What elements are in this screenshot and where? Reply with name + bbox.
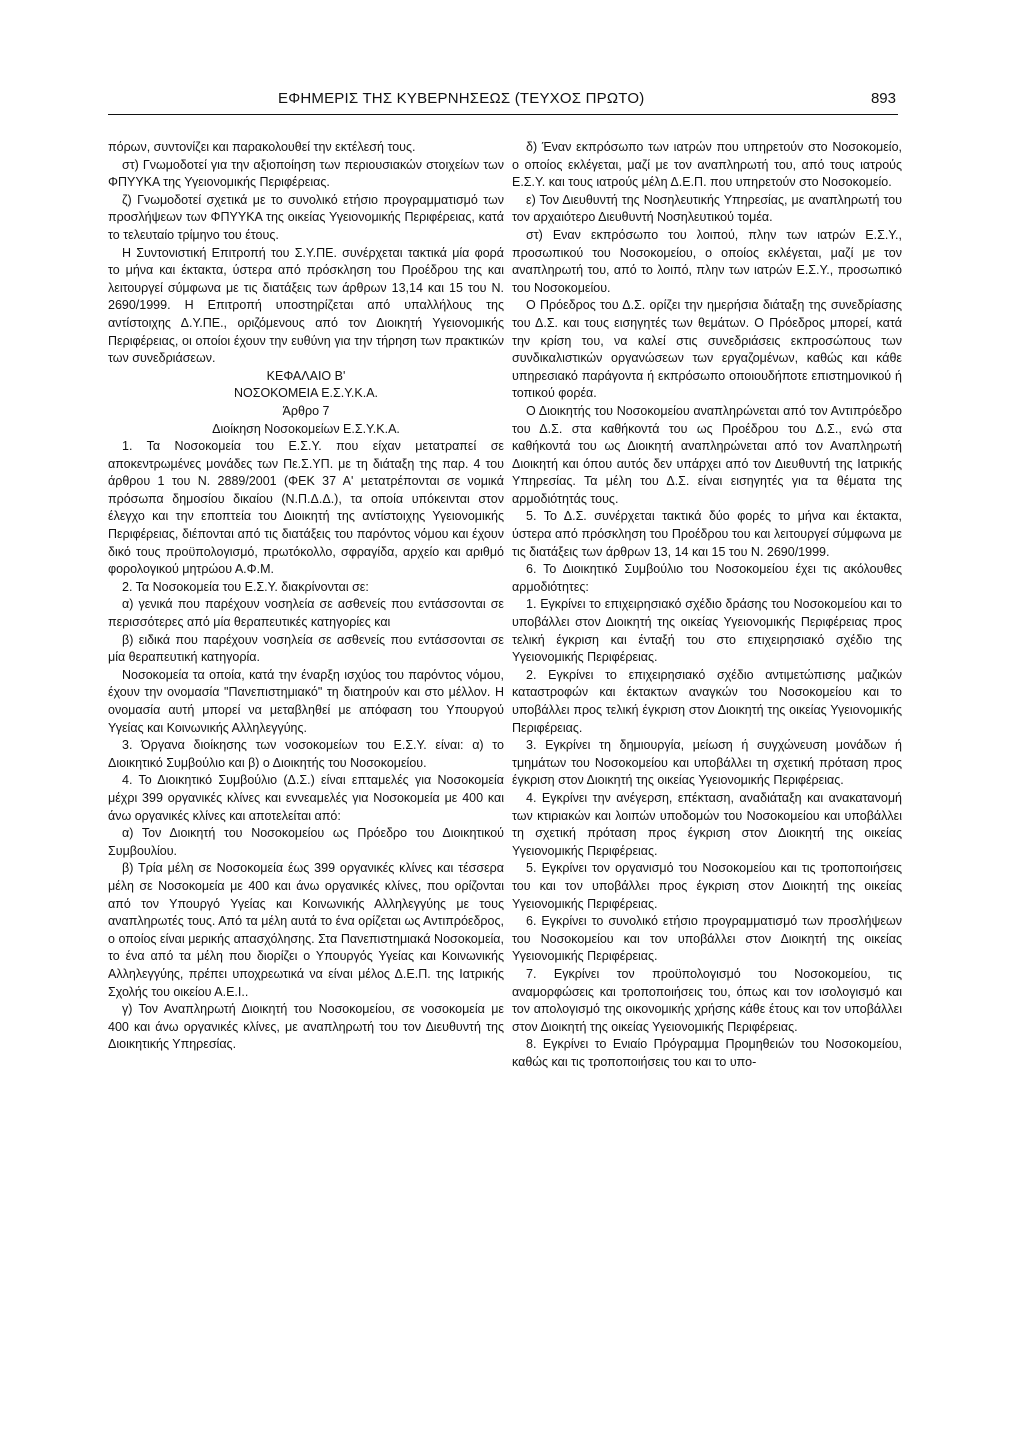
left-column — [108, 139, 504, 1054]
page-number: 893 — [870, 90, 896, 107]
paragraph: ζ) Γνωμοδοτεί σχετικά με το συνολικό ετήσιο προγραμματισμό των προσλήψεων των ΦΠΥΥΚΑ της οικείας Υγειονομικής Περιφέρειας, κατά το τελευταίο τρίμηνο του έτους. — [108, 192, 504, 242]
section-heading: ΚΕΦΑΛΑΙΟ Β' — [266, 368, 346, 383]
paragraph: δ) Έναν εκπρόσωπο των ιατρών που υπηρετούν στο Νοσοκομείο, ο οποίος εκλέγεται, μαζί με τον αναπληρωτή του, από τους ιατρούς Ε.Σ.Υ. και τους ιατρούς μέλη Δ.Ε.Π. που υπηρετούν στο Νοσοκομείο. — [512, 140, 902, 190]
paragraph: α) γενικά που παρέχουν νοσηλεία σε ασθενείς που εντάσσονται σε περισσότερες από μία θεραπευτικές κατηγορίες και — [108, 597, 504, 630]
paragraph: στ) Γνωμοδοτεί για την αξιοποίηση των περιουσιακών στοιχείων των ΦΠΥΥΚΑ της Υγειονομικής Περιφέρειας. — [108, 157, 504, 190]
right-column — [512, 139, 902, 1071]
paragraph: β) ειδικά που παρέχουν νοσηλεία σε ασθενείς που εντάσσονται σε μία θεραπευτική κατηγορία. — [108, 632, 504, 665]
paragraph: Ο Διοικητής του Νοσοκομείου αναπληρώνεται από τον Αντιπρόεδρο του Δ.Σ. στα καθήκοντά του ως Προέδρου του Δ.Σ., ενώ στα καθήκοντά του ως Διοικητή αναπληρώνεται από τον Αναπληρωτή Διοικητή και όπου αυτός δεν υπάρχει από τον Διευθυντή της Ιατρικής Υπηρεσίας. Τα μέλη του Δ.Σ. είναι εισηγητές για τα θέματα της αρμοδιότητάς τους. — [512, 403, 902, 506]
paragraph: 2. Εγκρίνει το επιχειρησιακό σχέδιο αντιμετώπισης μαζικών καταστροφών και έκτακτων αναγκών του Νοσοκομείου και το υποβάλλει προς τελική έγκριση στον Διοικητή της οικείας Υγειονομικής Περιφέρειας. — [512, 667, 902, 735]
header-title: ΕΦΗΜΕΡΙΣ ΤΗΣ ΚΥΒΕΡΝΗΣΕΩΣ (ΤΕΥΧΟΣ ΠΡΩΤΟ) — [278, 90, 645, 107]
paragraph: ε) Τον Διευθυντή της Νοσηλευτικής Υπηρεσίας, με αναπληρωτή του τον αρχαιότερο Διευθυντή Νοσηλευτικού τομέα. — [512, 192, 902, 225]
paragraph: 2. Τα Νοσοκομεία του Ε.Σ.Υ. διακρίνονται σε: — [122, 579, 369, 594]
paragraph: γ) Τον Αναπληρωτή Διοικητή του Νοσοκομείου, σε νοσοκομεία με 400 και άνω οργανικές κλίνες, με αναπληρωτή του τον Διευθυντή της Διοικητικής Υπηρεσίας. — [108, 1002, 504, 1052]
paragraph: Νοσοκομεία τα οποία, κατά την έναρξη ισχύος του παρόντος νόμου, έχουν την ονομασία "Πανεπιστημιακό" τη διατηρούν και στο μέλλον. Η ονομασία αυτή μπορεί να μεταβληθεί με απόφαση του Υπουργού Υγείας και Κοινωνικής Αλληλεγγύης. — [108, 667, 504, 735]
paragraph: στ) Εναν εκπρόσωπο του λοιπού, πλην των ιατρών Ε.Σ.Υ., προσωπικού του Νοσοκομείου, ο οποίος εκλέγεται, μαζί με τον αναπληρωτή του, από το λοιπό, πλην των ιατρών Ε.Σ.Υ., προσωπικό του Νοσοκομείου. — [512, 227, 902, 295]
paragraph: 1. Εγκρίνει το επιχειρησιακό σχέδιο δράσης του Νοσοκομείου και το υποβάλλει στον Διοικητή της οικείας Υγειονομικής Περιφέρειας προς τελική έγκριση και ένταξή του στο επιχειρησιακό σχέδιο της Υγειονομικής Περιφέρειας. — [512, 597, 902, 665]
paragraph: 3. Όργανα διοίκησης των νοσοκομείων του Ε.Σ.Υ. είναι: α) το Διοικητικό Συμβούλιο και β) ο Διοικητής του Νοσοκομείου. — [108, 738, 504, 770]
paragraph: 8. Εγκρίνει το Ενιαίο Πρόγραμμα Προμηθειών του Νοσοκομείου, καθώς και τις τροποποιήσεις του και το υπο- — [512, 1037, 902, 1069]
paragraph: 3. Εγκρίνει τη δημιουργία, μείωση ή συγχώνευση μονάδων ή τμημάτων του Νοσοκομείου και υποβάλλει τη σχετική πρόταση προς έγκριση στον Διοικητή της οικείας Υγειονομικής Περιφέρειας. — [512, 738, 902, 788]
page-header — [108, 88, 898, 115]
section-heading: Άρθρο 7 — [282, 403, 330, 418]
paragraph: 4. Εγκρίνει την ανέγερση, επέκταση, αναδιάταξη και ανακατανομή των κτιριακών και λοιπών υποδομών του Νοσοκομείου και υποβάλλει τη σχετική πρόταση προς έγκριση στον Διοικητή της οικείας Υγειονομικής Περιφέρειας. — [512, 790, 902, 858]
paragraph: 5. Εγκρίνει τον οργανισμό του Νοσοκομείου και τις τροποποιήσεις του και τον υποβάλλει προς έγκριση στον Διοικητή της οικείας Υγειονομικής Περιφέρειας. — [512, 861, 902, 911]
paragraph: 5. Το Δ.Σ. συνέρχεται τακτικά δύο φορές το μήνα και έκτακτα, ύστερα από πρόσκληση του Προέδρου του και λειτουργεί σύμφωνα με τις διατάξεις των άρθρων 13, 14 και 15 του Ν. 2690/1999. — [512, 509, 902, 559]
paragraph: 6. Το Διοικητικό Συμβούλιο του Νοσοκομείου έχει τις ακόλουθες αρμοδιότητες: — [512, 562, 902, 594]
paragraph: β) Τρία μέλη σε Νοσοκομεία έως 399 οργανικές κλίνες και τέσσερα μέλη σε Νοσοκομεία με 400 και άνω οργανικές κλίνες, που ορίζονται από τον Υπουργό Υγείας και Κοινωνικής Αλληλεγγύης με τους αναπληρωτές τους. Από τα μέλη αυτά το ένα ορίζεται ως Αντιπρόεδρος, ο οποίος είναι μερικής απασχόλησης. Στα Πανεπιστημιακά Νοσοκομεία, το ένα από τα μέλη που διορίζει ο Υπουργός Υγείας και Κοινωνικής Αλληλεγγύης, πρέπει υποχρεωτικά να είναι μέλος Δ.Ε.Π. της Ιατρικής Σχολής του οικείου Α.Ε.Ι.. — [108, 861, 504, 999]
paragraph: Ο Πρόεδρος του Δ.Σ. ορίζει την ημερήσια διάταξη της συνεδρίασης του Δ.Σ. και τους εισηγητές των θεμάτων. Ο Πρόεδρος μπορεί, κατά την κρίση του, να καλεί στις συνεδριάσεις εκπροσώπους των συνδικαλιστικών οργανώσεων των εργαζομένων, καθώς και κάθε υπηρεσιακό παράγοντα ή εκπρόσωπο οποιουδήποτε επιστημονικού ή τοπικού φορέα. — [512, 298, 902, 401]
paragraph: 1. Τα Νοσοκομεία του Ε.Σ.Υ. που είχαν μετατραπεί σε αποκεντρωμένες μονάδες των Πε.Σ.ΥΠ. με τη διάταξη της παρ. 4 του άρθρου 1 του Ν. 2889/2001 (ΦΕΚ 37 Α' μετατρέπονται σε νομικά πρόσωπα δημοσίου δικαίου (Ν.Π.Δ.Δ.), τα οποία υπόκεινται στον έλεγχο και την εποπτεία του Διοικητή της αντίστοιχης Υγειονομικής Περιφέρειας, διέπονται από τις διατάξεις του παρόντος νόμου και έχουν δικό τους προϋπολογισμό, πρωτόκολλο, σφραγίδα, αρχείο και αριθμό φορολογικού μητρώου Α.Φ.Μ. — [108, 439, 504, 577]
section-heading: ΝΟΣΟΚΟΜΕΙΑ Ε.Σ.Υ.Κ.Α. — [233, 386, 379, 401]
paragraph: 4. Το Διοικητικό Συμβούλιο (Δ.Σ.) είναι επταμελές για Νοσοκομεία μέχρι 399 οργανικές κλίνες και εννεαμελές για Νοσοκομεία με 400 και άνω οργανικές κλίνες και αποτελείται από: — [108, 773, 504, 823]
paragraph: α) Τον Διοικητή του Νοσοκομείου ως Πρόεδρο του Διοικητικού Συμβουλίου. — [108, 826, 504, 858]
paragraph: πόρων, συντονίζει και παρακολουθεί την εκτέλεσή τους. — [108, 140, 416, 154]
paragraph: 6. Εγκρίνει το συνολικό ετήσιο προγραμματισμό των προσλήψεων του Νοσοκομείου και τον υποβάλλει στον Διοικητή της οικείας Υγειονομικής Περιφέρειας. — [512, 914, 902, 964]
paragraph: 7. Εγκρίνει τον προϋπολογισμό του Νοσοκομείου, τις αναμορφώσεις και τροποποιήσεις του, όπως και τον ισολογισμό και τον απολογισμό της οικονομικής χρήσης κάθε έτους και τον υποβάλλει στον Διοικητή της οικείας Υγειονομικής Περιφέρειας. — [512, 966, 902, 1034]
paragraph: Η Συντονιστική Επιτροπή του Σ.Υ.ΠΕ. συνέρχεται τακτικά μία φορά το μήνα και έκτακτα, ύστερα από πρόσκληση του Προέδρου της και λειτουργεί σύμφωνα με τις διατάξεις των άρθρων 13,14 και 15 του Ν. 2690/1999. Η Επιτροπή υποστηρίζεται από υπαλλήλους της αντίστοιχης Δ.Υ.ΠΕ., οριζόμενους από τον Διοικητή Υγειονομικής Περιφέρειας, οι οποίοι έχουν την ευθύνη για την τήρηση των πρακτικών των συνεδριάσεων. — [108, 245, 504, 366]
section-heading: Διοίκηση Νοσοκομείων Ε.Σ.Υ.Κ.Α. — [212, 421, 400, 436]
